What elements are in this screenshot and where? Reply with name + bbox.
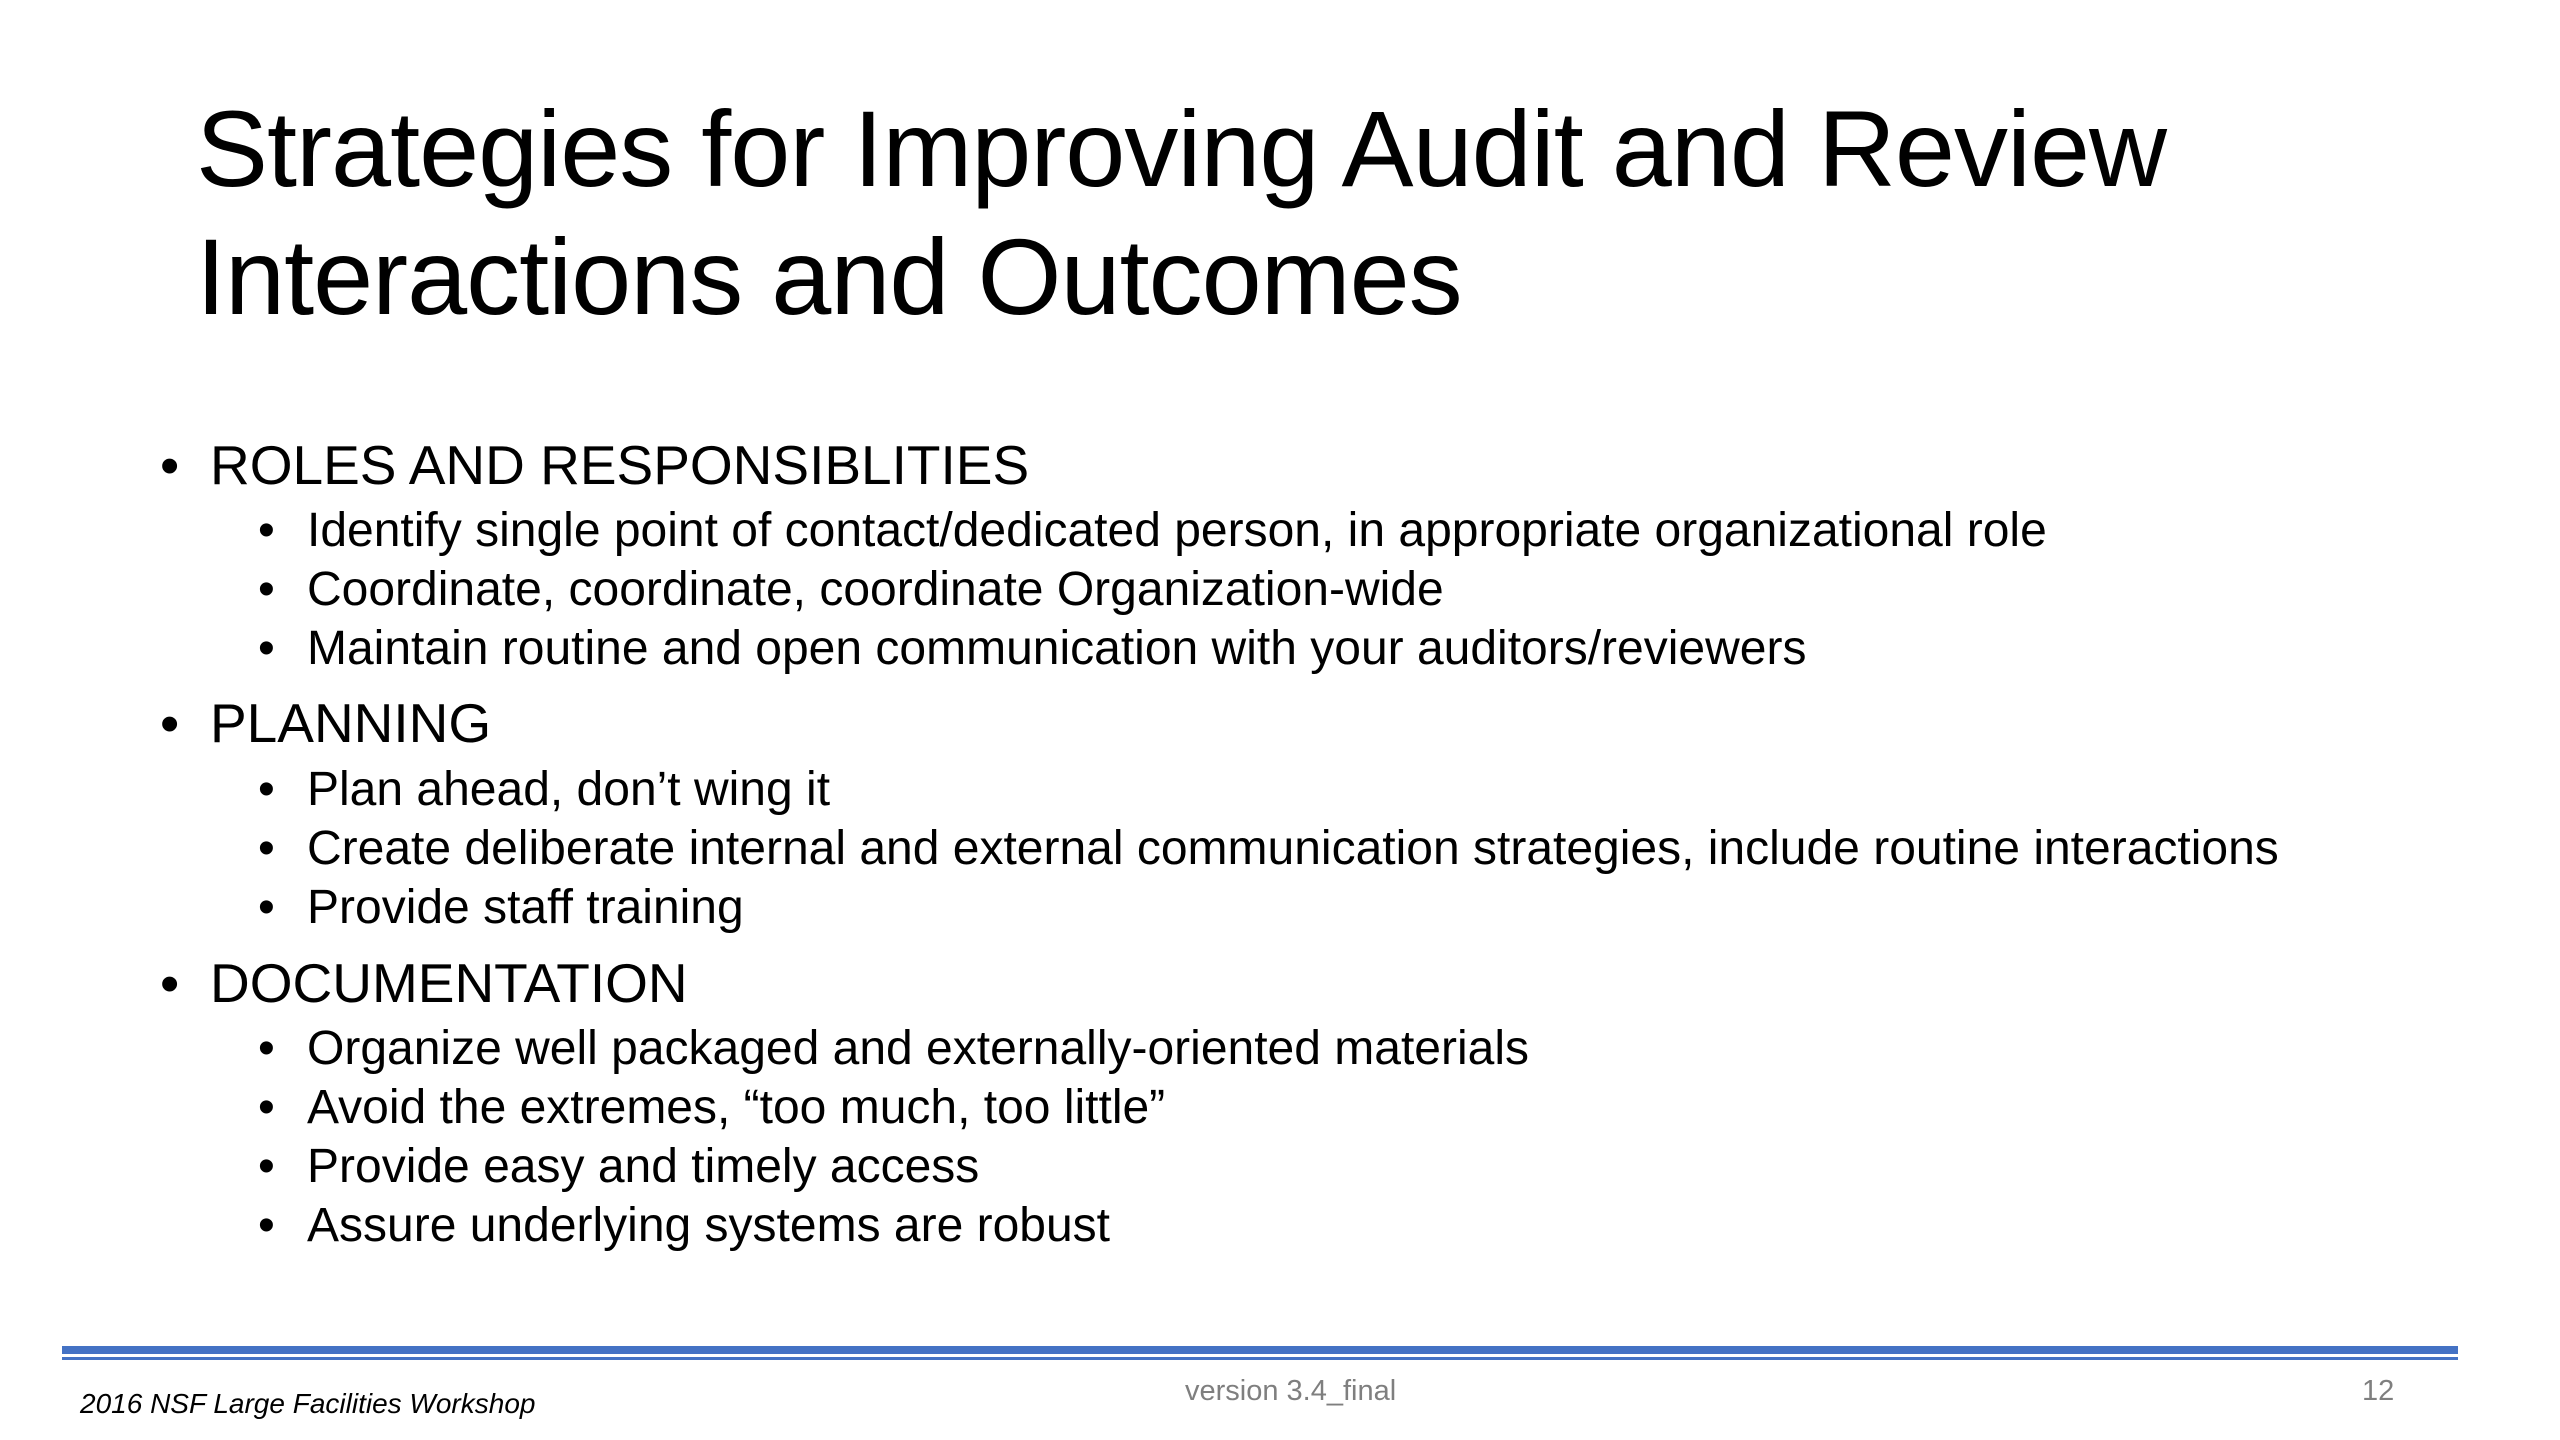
footer-version: version 3.4_final bbox=[1185, 1375, 1397, 1407]
bullet-icon: • bbox=[258, 563, 275, 616]
footer-event-name: 2016 NSF Large Facilities Workshop bbox=[80, 1388, 536, 1419]
footer-divider-thin bbox=[62, 1357, 2458, 1360]
bullet-icon: • bbox=[258, 504, 275, 557]
list-item-text: Coordinate, coordinate, coordinate Organization-wide bbox=[307, 563, 1444, 616]
bullet-icon: • bbox=[258, 1022, 275, 1075]
bullet-icon: • bbox=[160, 434, 180, 496]
list-item-text: Avoid the extremes, “too much, too little” bbox=[307, 1081, 1166, 1134]
list-item-text: Maintain routine and open communication with your auditors/reviewers bbox=[307, 622, 1807, 675]
bullet-icon: • bbox=[258, 1081, 275, 1134]
bullet-icon: • bbox=[160, 952, 180, 1014]
bullet-icon: • bbox=[258, 822, 275, 875]
list-item-text: Provide easy and timely access bbox=[307, 1140, 980, 1193]
section-heading-text: PLANNING bbox=[210, 692, 492, 754]
section-heading-text: ROLES AND RESPONSIBLITIES bbox=[210, 434, 1030, 496]
bullet-icon: • bbox=[160, 692, 180, 754]
list-item-text: Assure underlying systems are robust bbox=[307, 1199, 1111, 1252]
list-item-text: Create deliberate internal and external communication strategies, include routine interactions bbox=[307, 822, 2279, 875]
section-heading-text: DOCUMENTATION bbox=[210, 952, 688, 1014]
footer-divider-thick bbox=[62, 1346, 2458, 1354]
list-item-text: Plan ahead, don’t wing it bbox=[307, 763, 831, 816]
bullet-icon: • bbox=[258, 881, 275, 934]
list-item-text: Organize well packaged and externally-oriented materials bbox=[307, 1022, 1529, 1075]
list-item-text: Identify single point of contact/dedicated person, in appropriate organizational role bbox=[307, 504, 2047, 557]
bullet-icon: • bbox=[258, 1199, 275, 1252]
bullet-icon: • bbox=[258, 622, 275, 675]
list-item-text: Provide staff training bbox=[307, 881, 744, 934]
title-line-2: Interactions and Outcomes bbox=[196, 216, 1462, 337]
slide-number: 12 bbox=[2362, 1375, 2395, 1407]
bullet-icon: • bbox=[258, 763, 275, 816]
title-line-1: Strategies for Improving Audit and Review bbox=[196, 88, 2167, 209]
bullet-icon: • bbox=[258, 1140, 275, 1193]
